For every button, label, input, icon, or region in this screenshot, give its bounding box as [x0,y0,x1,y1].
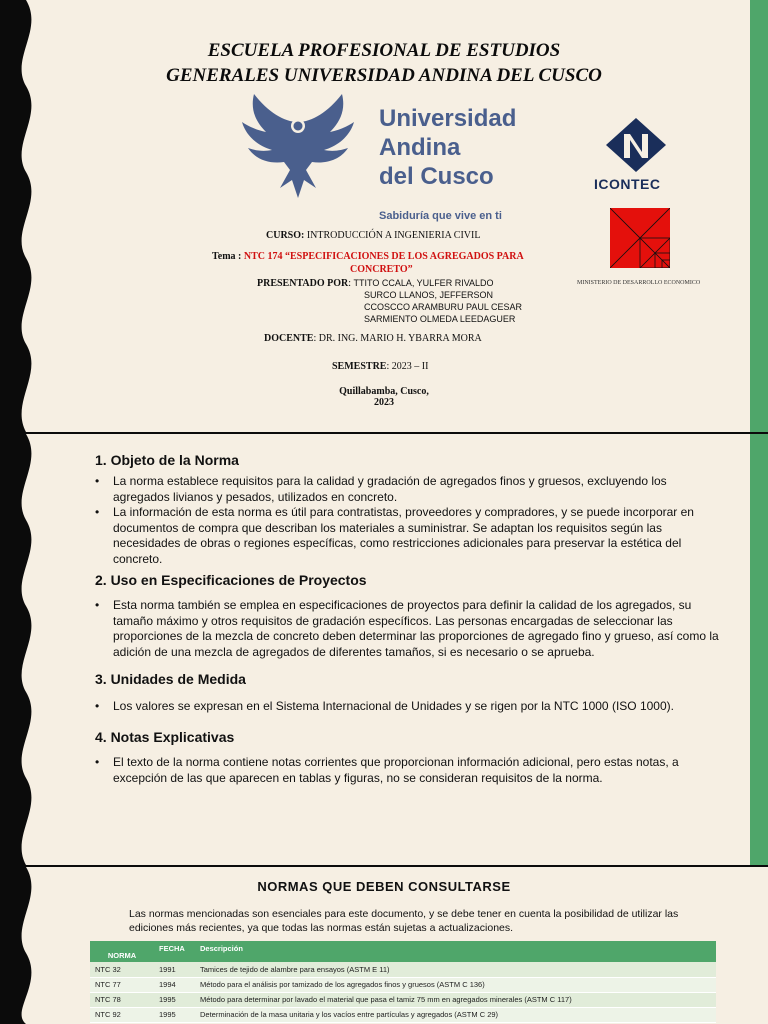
normas-slide [0,867,768,1024]
section-heading-objeto: 1. Objeto de la Norma [95,452,239,468]
content-slide [0,434,768,865]
tema-line: Tema : NTC 174 “ESPECIFICACIONES DE LOS AGREGADOS PARA [212,251,524,262]
list-item: • La norma establece requisitos para la calidad y gradación de agregados finos y gruesos, excluyendo los agregados livianos y pesados, utilizados en concreto. [95,474,725,505]
presented-by-line: PRESENTADO POR: TTITO CCALA, YULFER RIVALDO [257,278,494,289]
table-cell: NTC 32 [90,962,154,977]
section-uso-list [95,598,725,660]
ministry-logo-icon [610,208,670,268]
table-cell: 1995 [154,1007,195,1022]
table-row [90,962,716,977]
table-cell: NTC 78 [90,992,154,1007]
table-row [90,1007,716,1022]
wavy-edge-decoration [0,0,48,432]
eagle-logo-icon [240,92,356,200]
green-side-bar [750,0,768,432]
section-notas-list [95,755,725,786]
list-item: • La información de esta norma es útil para contratistas, proveedores y compradores, y se puede incorporar en documentos de compra que describan los materiales a suministrar. Se adaptan los requisitos según las necesidades de obras o regiones específicas, como restricciones adicionales para preservar la estética del concreto. [95,505,725,567]
normas-title: NORMAS QUE DEBEN CONSULTARSE [257,879,511,894]
column-header-descripcion: Descripción [195,941,716,962]
section-objeto-list [95,474,725,567]
cover-slide [0,0,768,432]
table-row [90,992,716,1007]
presenter-names-list: SURCO LLANOS, JEFFERSON CCOSCCO ARAMBURU PAUL CESAR SARMIENTO OLMEDA LEEDAGUER [364,290,523,324]
table-cell: NTC 92 [90,1007,154,1022]
tema-line-continued: CONCRETO” [350,264,413,275]
icontec-logo-icon [606,118,666,172]
table-cell: Método para el análisis por tamizado de los agregados finos y gruesos (ASTM C 136) [195,977,716,992]
docente-line: DOCENTE: DR. ING. MARIO H. YBARRA MORA [264,333,482,344]
table-cell: Tamices de tejido de alambre para ensayos (ASTM E 11) [195,962,716,977]
cover-title: ESCUELA PROFESIONAL DE ESTUDIOS GENERALES UNIVERSIDAD ANDINA DEL CUSCO [166,40,602,86]
ministry-logo-caption: MINISTERIO DE DESARROLLO ECONOMICO [577,280,701,286]
table-row [90,977,716,992]
list-item: • Los valores se expresan en el Sistema Internacional de Unidades y se rigen por la NTC 1000 (ISO 1000). [95,699,725,715]
table-cell: 1991 [154,962,195,977]
normas-intro: Las normas mencionadas son esenciales para este documento, y se debe tener en cuenta la posibilidad de utilizar las ediciones más recientes, ya que todas las normas están sujetas a actualizaciones. [129,908,679,934]
list-item: • Esta norma también se emplea en especificaciones de proyectos para definir la calidad de los agregados, su tamaño máximo y otros requisitos de gradación específicos. Las personas encargadas de seleccionar las proporciones de la mezcla de concreto deben determinar las proporciones de agregado fino y grueso, así como la adición de una mezcla de agregados de diferentes tamaños, si es necesario o se aprueba. [95,598,725,660]
icontec-logo-text: ICONTEC [594,176,661,192]
column-header-fecha: FECHA [154,941,195,962]
normas-table [90,941,716,1023]
table-cell: Determinación de la masa unitaria y los vacíos entre partículas y agregados (ASTM C 29) [195,1007,716,1022]
section-heading-uso: 2. Uso en Especificaciones de Proyectos [95,572,367,588]
semestre-line: SEMESTRE: 2023 – II [332,361,429,372]
university-tagline: Sabiduría que vive en ti [379,210,502,222]
wavy-edge-decoration [0,434,48,865]
section-unidades-list [95,699,725,715]
list-item: • El texto de la norma contiene notas corrientes que proporcionan información adicional, pero estas notas, a excepción de las que aparecen en tablas y figuras, no se consideran requisitos de la norma. [95,755,725,786]
course-line: CURSO: INTRODUCCIÓN A INGENIERIA CIVIL [266,230,481,241]
table-header-row [90,941,716,962]
place-and-year: Quillabamba, Cusco, 2023 [339,386,429,408]
section-heading-notas: 4. Notas Explicativas [95,729,235,745]
table-cell: Método para determinar por lavado el material que pasa el tamiz 75 mm en agregados minerales (ASTM C 117) [195,992,716,1007]
green-side-bar [750,434,768,865]
table-cell: 1995 [154,992,195,1007]
table-cell: NTC 77 [90,977,154,992]
column-header-norma: NORMA [90,941,154,962]
table-cell: 1994 [154,977,195,992]
university-logo-wordmark: Universidad Andina del Cusco [379,105,517,190]
section-heading-unidades: 3. Unidades de Medida [95,671,246,687]
